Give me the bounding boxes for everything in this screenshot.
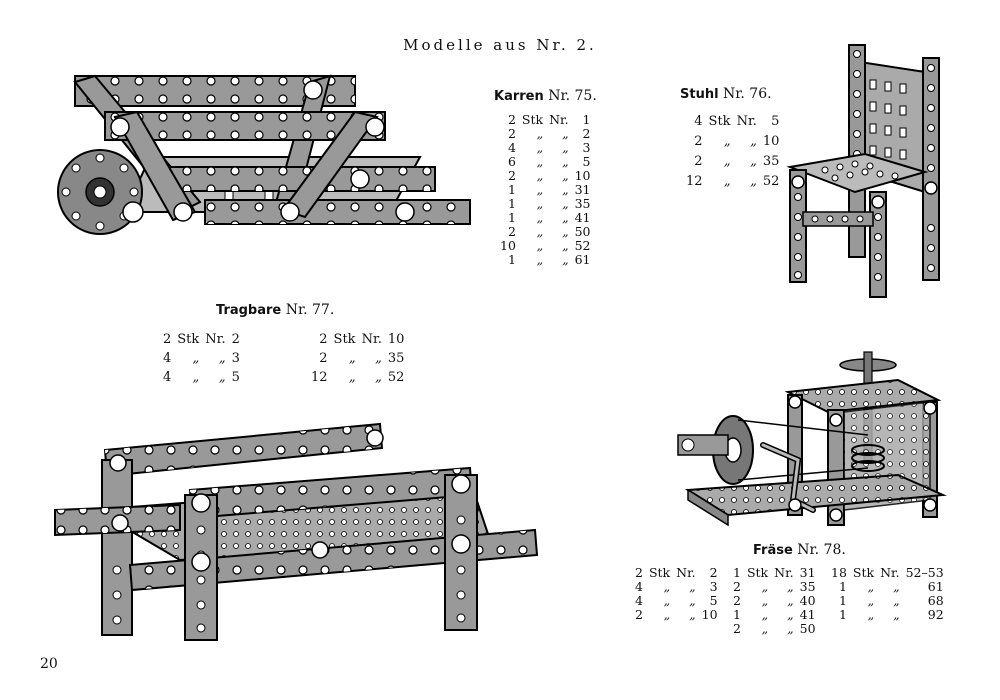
- stuhl-name: Stuhl: [680, 87, 719, 102]
- table-row: 2 „ „ 10: [635, 607, 718, 622]
- table-row: 10 „ „ 52: [500, 238, 591, 253]
- tragbare-number: Nr. 77.: [285, 302, 335, 318]
- fraese-parts-list-col1: [632, 566, 721, 622]
- fraese-parts-list-col3: [828, 566, 947, 622]
- karren-illustration: [55, 72, 475, 247]
- stuhl-illustration: [785, 42, 945, 302]
- table-row: 2 Stk Nr. 10: [319, 332, 405, 347]
- tragbare-name: Tragbare: [216, 303, 282, 318]
- tragbare-parts-list-left: [160, 330, 243, 387]
- table-row: 1 „ „ 61: [838, 579, 944, 594]
- table-row: 4 „ „ 5: [635, 593, 718, 608]
- karren-name: Karren: [494, 89, 544, 104]
- table-row: 2 „ „ 10: [694, 134, 780, 149]
- table-row: 1 „ „ 35: [507, 196, 591, 211]
- table-row: 2 Stk Nr. 2: [163, 332, 240, 347]
- table-row: 4 „ „ 3: [163, 351, 240, 366]
- table-row: 2 „ „ 35: [733, 579, 816, 594]
- table-row: 1 Stk Nr. 31: [733, 565, 816, 580]
- page-number: 20: [40, 656, 58, 672]
- fraese-parts-list-col2: [730, 566, 819, 636]
- fraese-name: Fräse: [753, 543, 793, 558]
- table-row: 4 „ „ 3: [507, 140, 591, 155]
- stuhl-number: Nr. 76.: [723, 86, 772, 102]
- table-row: 1 „ „ 41: [733, 607, 816, 622]
- table-row: 12 „ „ 52: [686, 174, 780, 189]
- table-row: 4 Stk Nr. 5: [694, 114, 780, 129]
- stuhl-parts-list: [683, 112, 782, 192]
- page-title: Modelle aus Nr. 2.: [403, 36, 597, 54]
- fraese-number: Nr. 78.: [797, 542, 846, 558]
- fraese-illustration: [668, 350, 948, 535]
- table-row: 4 „ „ 3: [635, 579, 718, 594]
- table-row: 2 Stk Nr. 1: [507, 112, 591, 127]
- table-row: 12 „ „ 52: [311, 370, 405, 385]
- table-row: 2 „ „ 40: [733, 593, 816, 608]
- karren-number: Nr. 75.: [548, 88, 597, 104]
- tragbare-parts-list-right: [308, 330, 407, 387]
- table-row: 2 „ „ 35: [319, 351, 405, 366]
- table-row: 1 „ „ 68: [838, 593, 944, 608]
- table-row: 2 „ „ 50: [733, 621, 816, 636]
- karren-parts-list: [497, 113, 594, 267]
- table-row: 6 „ „ 5: [507, 154, 591, 169]
- table-row: 2 Stk Nr. 2: [635, 565, 718, 580]
- table-row: 1 „ „ 41: [507, 210, 591, 225]
- table-row: 2 „ „ 35: [694, 154, 780, 169]
- table-row: 4 „ „ 5: [163, 370, 240, 385]
- table-row: 1 „ „ 61: [507, 252, 591, 267]
- table-row: 1 „ „ 31: [507, 182, 591, 197]
- table-row: 18 Stk Nr. 52–53: [831, 565, 944, 580]
- tragbare-illustration: [50, 420, 540, 650]
- table-row: 1 „ „ 92: [838, 607, 944, 622]
- table-row: 2 „ „ 2: [507, 126, 591, 141]
- table-row: 2 „ „ 50: [507, 224, 591, 239]
- table-row: 2 „ „ 10: [507, 168, 591, 183]
